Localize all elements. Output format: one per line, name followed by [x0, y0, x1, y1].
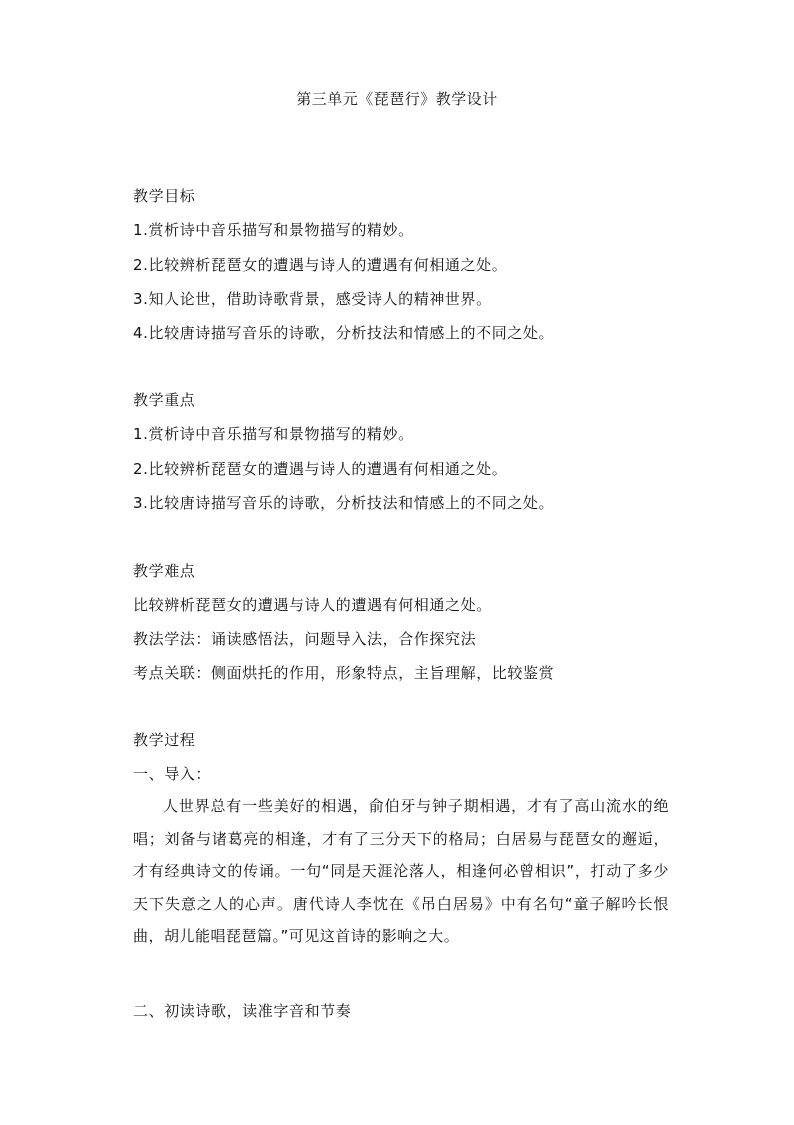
difficulties-text: 比较辨析琵琶女的遭遇与诗人的遭遇有何相通之处。 [133, 596, 492, 614]
step1-paragraph: 人世界总有一些美好的相遇，俞伯牙与钟子期相遇，才有了高山流水的绝唱；刘备与诸葛亮的相逢，才有了三分天下的格局；白居易与琵琶女的邂逅，才有经典诗文的传诵。一句“同是天涯沦落人，相逢何必曾相识”，打动了多少天下失意之人的心声。唐代诗人李忱在《吊白居易》中有名句“童子解吟长恨曲，胡儿能唱琵琶篇。”可见这首诗的影响之大。 [133, 797, 669, 945]
step1-heading: 一、导入： [133, 765, 212, 783]
key-points-heading: 教学重点 [133, 391, 196, 409]
difficulties-heading: 教学难点 [133, 562, 196, 580]
step2-heading: 二、初读诗歌，读准字音和节奏 [133, 1002, 352, 1020]
teaching-methods: 教法学法：诵读感悟法，问题导入法，合作探究法 [133, 630, 477, 648]
key-point-item-3: 3.比较唐诗描写音乐的诗歌，分析技法和情感上的不同之处。 [133, 494, 555, 512]
goal-item-1: 1.赏析诗中音乐描写和景物描写的精妙。 [133, 221, 414, 239]
key-point-item-1: 1.赏析诗中音乐描写和景物描写的精妙。 [133, 425, 414, 443]
goal-item-4: 4.比较唐诗描写音乐的诗歌，分析技法和情感上的不同之处。 [133, 324, 555, 342]
process-heading: 教学过程 [133, 731, 196, 749]
goal-item-3: 3.知人论世，借助诗歌背景，感受诗人的精神世界。 [133, 290, 492, 308]
document-title: 第三单元《琵琶行》教学设计 [296, 90, 498, 108]
goals-heading: 教学目标 [133, 187, 196, 205]
key-point-item-2: 2.比较辨析琵琶女的遭遇与诗人的遭遇有何相通之处。 [133, 460, 508, 478]
exam-links: 考点关联：侧面烘托的作用，形象特点，主旨理解，比较鉴赏 [133, 664, 555, 682]
goal-item-2: 2.比较辨析琵琶女的遭遇与诗人的遭遇有何相通之处。 [133, 256, 508, 274]
